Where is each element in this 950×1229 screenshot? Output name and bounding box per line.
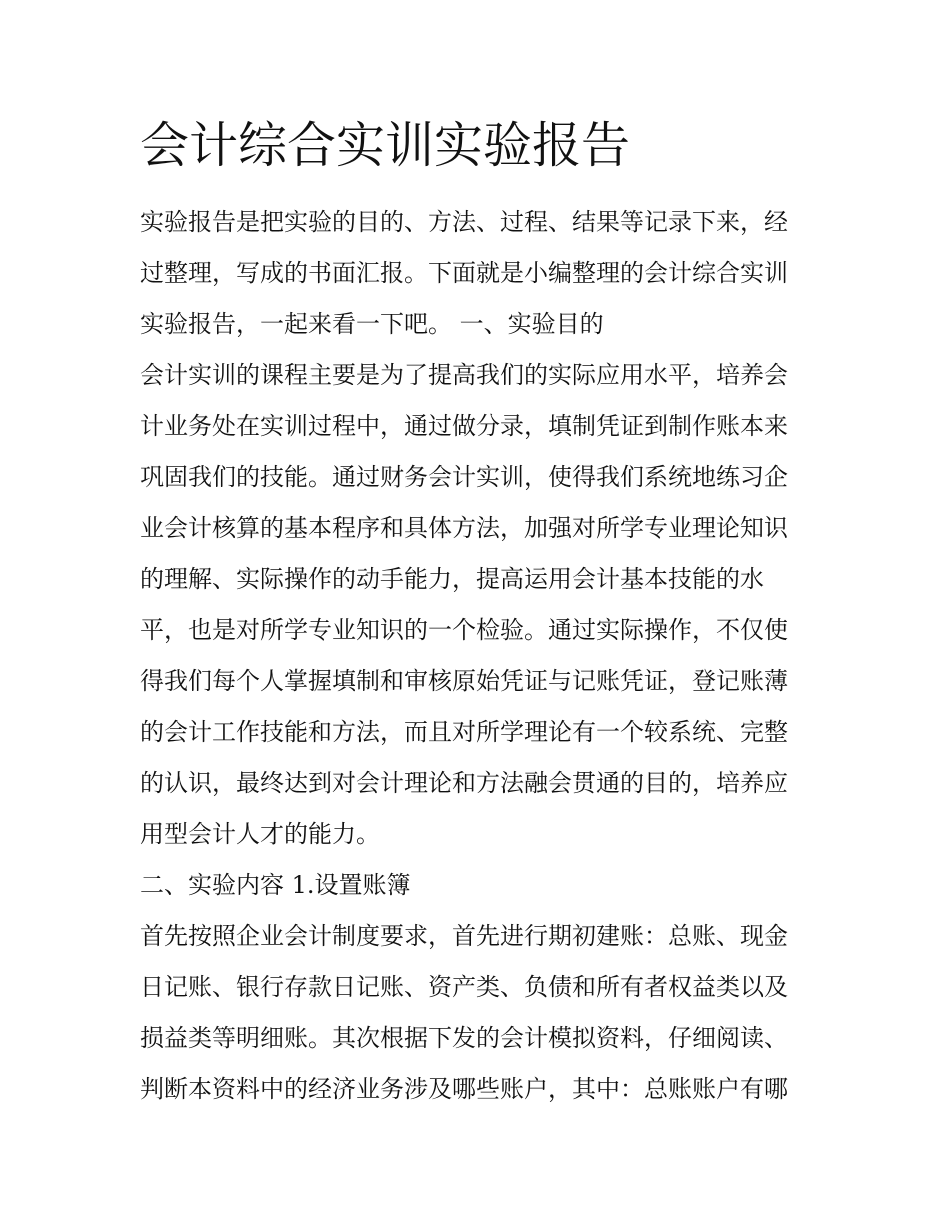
- text-line: 会计实训的课程主要是为了提高我们的实际应用水平，培养会: [140, 361, 788, 389]
- text-line: 判断本资料中的经济业务涉及哪些账户，其中：总账账户有哪: [140, 1075, 788, 1103]
- text-line: 日记账、银行存款日记账、资产类、负债和所有者权益类以及: [140, 973, 788, 1001]
- text-line: 损益类等明细账。其次根据下发的会计模拟资料，仔细阅读、: [140, 1024, 788, 1052]
- text-line: 计业务处在实训过程中，通过做分录，填制凭证到制作账本来: [140, 412, 788, 440]
- section-heading: 二、实验内容 1.设置账簿: [140, 871, 411, 899]
- document-title: 会计综合实训实验报告: [140, 117, 631, 174]
- text-line: 平，也是对所学专业知识的一个检验。通过实际操作，不仅使: [140, 616, 788, 644]
- text-line: 业会计核算的基本程序和具体方法，加强对所学专业理论知识: [140, 514, 788, 542]
- text-line: 首先按照企业会计制度要求，首先进行期初建账：总账、现金: [140, 922, 788, 950]
- text-line: 的理解、实际操作的动手能力，提高运用会计基本技能的水: [140, 565, 764, 593]
- text-line: 的会计工作技能和方法，而且对所学理论有一个较系统、完整: [140, 718, 788, 746]
- text-line: 的认识，最终达到对会计理论和方法融会贯通的目的，培养应: [140, 769, 788, 797]
- text-line: 得我们每个人掌握填制和审核原始凭证与记账凭证，登记账薄: [140, 667, 788, 695]
- text-line: 实验报告是把实验的目的、方法、过程、结果等记录下来，经: [140, 208, 788, 236]
- text-line: 过整理，写成的书面汇报。下面就是小编整理的会计综合实训: [140, 259, 788, 287]
- text-line: 巩固我们的技能。通过财务会计实训，使得我们系统地练习企: [140, 463, 788, 491]
- text-line: 实验报告，一起来看一下吧。 一、实验目的: [140, 310, 604, 338]
- text-line: 用型会计人才的能力。: [140, 820, 380, 848]
